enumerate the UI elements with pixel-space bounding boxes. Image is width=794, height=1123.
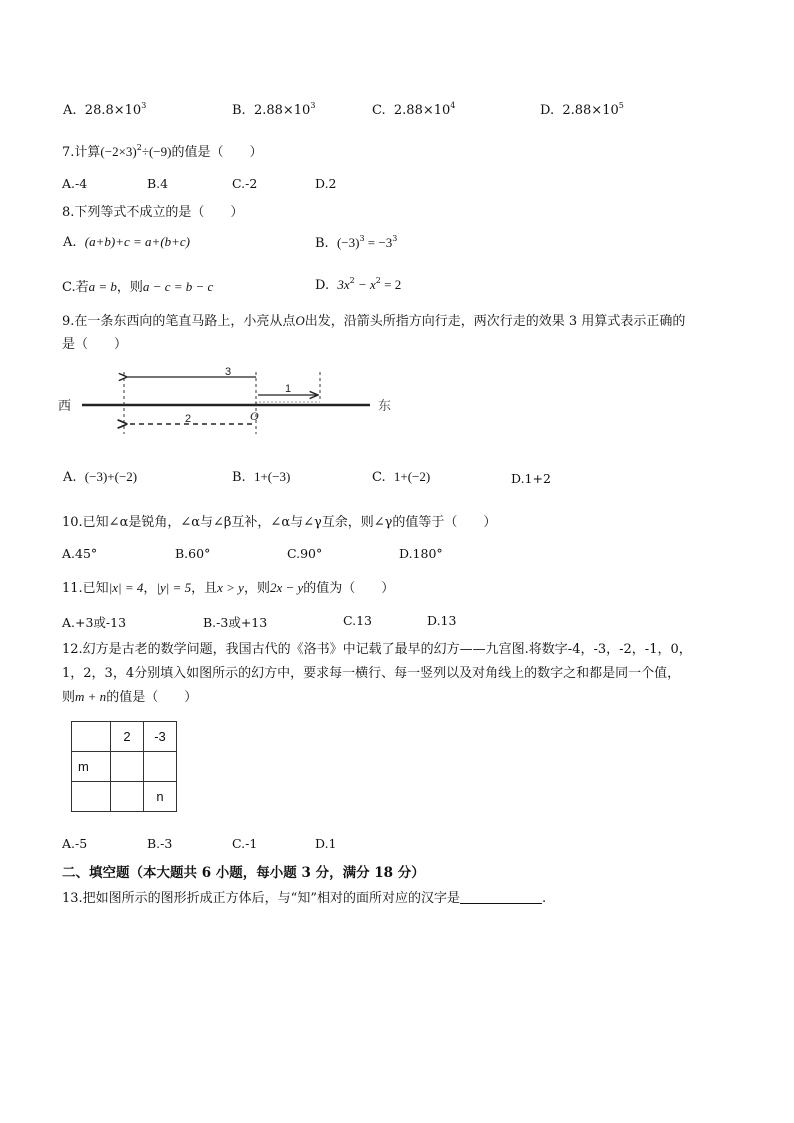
magic-row <box>72 782 177 812</box>
q12-option-c: C.-1 <box>232 836 258 851</box>
q9-option-d: D.1+2 <box>511 471 551 486</box>
q10-option-a: A.45° <box>62 546 98 561</box>
q9-stem-line2: 是（ ） <box>62 337 128 352</box>
label-west: 西 <box>58 399 72 414</box>
q6-option-c: C. $2.88\times 10^4$ <box>372 101 456 118</box>
q12-line1: 12.幻方是古老的数学问题，我国古代的《洛书》中记载了最早的幻方——九宫图.将数字-4，-3，-2，-1，0， <box>62 642 692 657</box>
magic-cell <box>111 782 144 812</box>
q6-option-b: B. $2.88\times 10^3$ <box>232 101 316 118</box>
q10-stem: 10.已知∠α是锐角，∠α与∠β互补，∠α与∠γ互余，则∠γ的值等于（ ） <box>62 515 497 530</box>
q11-option-c: C.13 <box>343 613 372 628</box>
label-three: 3 <box>225 366 232 378</box>
label-origin: O <box>250 409 259 423</box>
q8-stem: 8.下列等式不成立的是（ ） <box>62 205 244 220</box>
magic-cell: -3 <box>144 722 177 752</box>
q7-option-b: B.4 <box>147 176 169 191</box>
magic-cell <box>72 782 111 812</box>
label-two: 2 <box>185 413 192 425</box>
q13-stem: 13.把如图所示的图形折成正方体后，与“知”相对的面所对应的汉字是 . <box>62 891 547 906</box>
q7-stem: 7.计算$(-2\times 3)^2\div(-9)$的值是（ ） <box>62 143 263 160</box>
magic-cell <box>144 752 177 782</box>
magic-row <box>72 722 177 752</box>
q12-line2: 1，2，3，4分别填入如图所示的幻方中，要求每一横行、每一竖列以及对角线上的数字之和都是同一个值， <box>62 666 681 681</box>
magic-cell: n <box>144 782 177 812</box>
q11-stem: 11.已知|x| = 4，|y| = 5，且x > y，则2x − y的值为（ ） <box>62 580 395 596</box>
magic-cell <box>111 752 144 782</box>
q8-option-c: C.若a = b，则a − c = b − c <box>62 279 214 295</box>
q9-option-b: B. 1+(−3) <box>232 469 291 485</box>
answer-blank[interactable] <box>460 891 542 904</box>
q9-option-a: A. (−3)+(−2) <box>63 469 138 485</box>
magic-square-grid <box>71 721 177 812</box>
section-title-fill-in: 二、填空题（本大题共 6 小题，每小题 3 分，满分 18 分） <box>62 865 425 881</box>
q10-option-c: C.90° <box>287 546 323 561</box>
q11-option-a: A.+3或-13 <box>62 615 127 630</box>
magic-row <box>72 752 177 782</box>
q11-option-b: B.-3或+13 <box>203 615 268 630</box>
q8-option-d: D. $3x^2 - x^2 = 2$ <box>315 276 402 293</box>
magic-cell <box>72 722 111 752</box>
q8-option-a: A. (a+b)+c = a+(b+c) <box>63 234 191 250</box>
q12-line3: 则m + n的值是（ ） <box>62 689 198 705</box>
q7-option-d: D.2 <box>315 176 337 191</box>
q7-option-a: A.-4 <box>62 176 88 191</box>
magic-cell: m <box>72 752 111 782</box>
label-east: 东 <box>378 399 392 414</box>
q10-option-d: D.180° <box>399 546 443 561</box>
q11-option-d: D.13 <box>427 613 457 628</box>
q7-option-c: C.-2 <box>232 176 258 191</box>
q9-option-c: C. 1+(−2) <box>372 469 431 485</box>
q8-option-b: B. $(-3)^3 = -3^3$ <box>315 234 398 251</box>
magic-cell: 2 <box>111 722 144 752</box>
q6-option-d: D. $2.88\times 10^5$ <box>540 101 624 118</box>
q10-option-b: B.60° <box>175 546 211 561</box>
q6-option-a: A. $28.8\times 10^3$ <box>63 101 147 118</box>
q9-number-line-figure <box>60 362 405 442</box>
q9-stem-line1: 9.在一条东西向的笔直马路上，小亮从点O出发，沿箭头所指方向行走，两次行走的效果 3 用算式表示正确的 <box>62 313 686 329</box>
q12-option-d: D.1 <box>315 836 337 851</box>
q12-option-a: A.-5 <box>62 836 88 851</box>
q12-option-b: B.-3 <box>147 836 173 851</box>
label-one: 1 <box>285 383 292 395</box>
